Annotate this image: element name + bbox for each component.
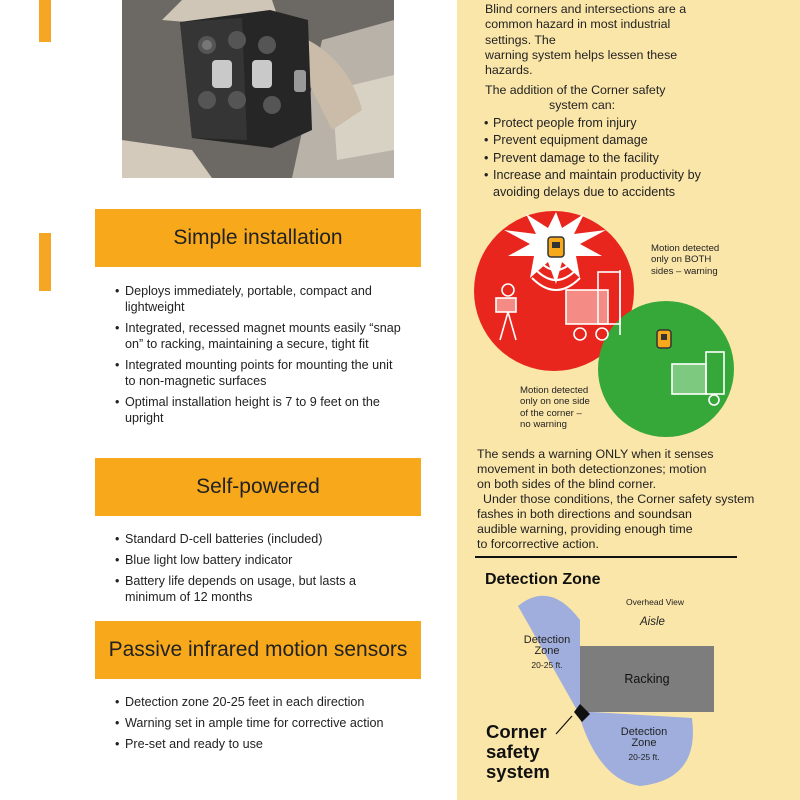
list-item: • Pre-set and ready to use	[115, 736, 405, 752]
section-title-self-powered: Self-powered	[95, 458, 421, 516]
list-item: • Prevent damage to the facility	[484, 150, 744, 167]
note-line: only on BOTH	[651, 254, 712, 266]
addition-line: The addition of the Corner safety	[485, 83, 666, 97]
addition-line: system can:	[549, 98, 616, 113]
list-item: • Blue light low battery indicator	[115, 552, 405, 568]
explain-line: on both sides of the blind corner.	[477, 477, 657, 491]
section-title-motion-sensors: Passive infrared motion sensors	[95, 621, 421, 679]
zone-range: 20-25 ft.	[531, 659, 563, 670]
corner-label-line: system	[486, 761, 550, 782]
list-item: • Deploys immediately, portable, compact and lightweight	[115, 283, 405, 315]
list-item: • Battery life depends on usage, but lasts a minimum of 12 months	[115, 573, 405, 605]
motion-both-sides-note	[651, 243, 719, 277]
note-line: Motion detected	[651, 243, 720, 254]
zone-label-line: Zone	[534, 645, 560, 658]
list-item: • Integrated mounting points for mounting the unit to non-magnetic surfaces	[115, 357, 405, 389]
list-item: • Prevent equipment damage	[484, 132, 744, 149]
list-item: • Standard D-cell batteries (included)	[115, 531, 405, 547]
note-line: Motion detected	[520, 385, 589, 396]
list-item: • Warning set in ample time for corrective action	[115, 715, 405, 731]
detection-zone-label-left	[519, 635, 575, 671]
detection-zone-title: Detection Zone	[485, 571, 601, 588]
intro-line: Blind corners and intersections are a	[485, 2, 687, 16]
detection-zone-label-right	[612, 727, 676, 763]
intro-line: settings. The	[485, 32, 556, 47]
zone-range: 20-25 ft.	[628, 751, 660, 762]
corner-label-line: safety	[486, 741, 540, 762]
list-item: • Integrated, recessed magnet mounts easily “snap on” to racking, maintaining a secure, tight fit	[115, 320, 405, 352]
explain-line: fashes in both directions and soundsan	[477, 507, 692, 521]
section-title-simple-installation: Simple installation	[95, 209, 421, 267]
racking-label: Racking	[624, 672, 670, 686]
aisle-label: Aisle	[640, 616, 665, 628]
explain-line: movement in both detectionzones; motion	[477, 462, 707, 476]
note-line: only on one side	[520, 396, 590, 408]
motion-one-side-note	[520, 385, 590, 431]
list-item: • Increase and maintain productivity by avoiding delays due to accidents	[484, 167, 744, 202]
green-zone-circle	[598, 301, 734, 437]
explain-line: Under those conditions, the Corner safety system	[483, 492, 755, 506]
note-line: sides – warning	[651, 265, 718, 277]
divider	[475, 556, 737, 558]
note-line: no warning	[520, 419, 567, 431]
list-item: • Optimal installation height is 7 to 9 feet on the upright	[115, 394, 405, 426]
zone-label-line: Zone	[631, 737, 657, 750]
zone-label-line: Detection	[523, 634, 571, 646]
explanation-paragraph	[477, 447, 754, 552]
explain-line: audible warning, providing enough time	[477, 522, 693, 536]
explain-line: to forcorrective action.	[477, 537, 599, 551]
explain-line: The sends a warning ONLY when it senses	[477, 447, 714, 461]
corner-safety-system-label	[486, 722, 550, 782]
intro-line: warning system helps lessen these	[485, 47, 678, 62]
overhead-view-label: Overhead View	[626, 597, 684, 607]
intro-line: hazards.	[485, 63, 533, 78]
list-item: • Detection zone 20-25 feet in each direction	[115, 694, 405, 710]
corner-label-line: Corner	[486, 721, 547, 742]
intro-line: common hazard in most industrial	[485, 17, 671, 32]
zone-label-line: Detection	[620, 726, 668, 738]
note-line: of the corner –	[520, 407, 582, 419]
list-item: • Protect people from injury	[484, 115, 744, 132]
